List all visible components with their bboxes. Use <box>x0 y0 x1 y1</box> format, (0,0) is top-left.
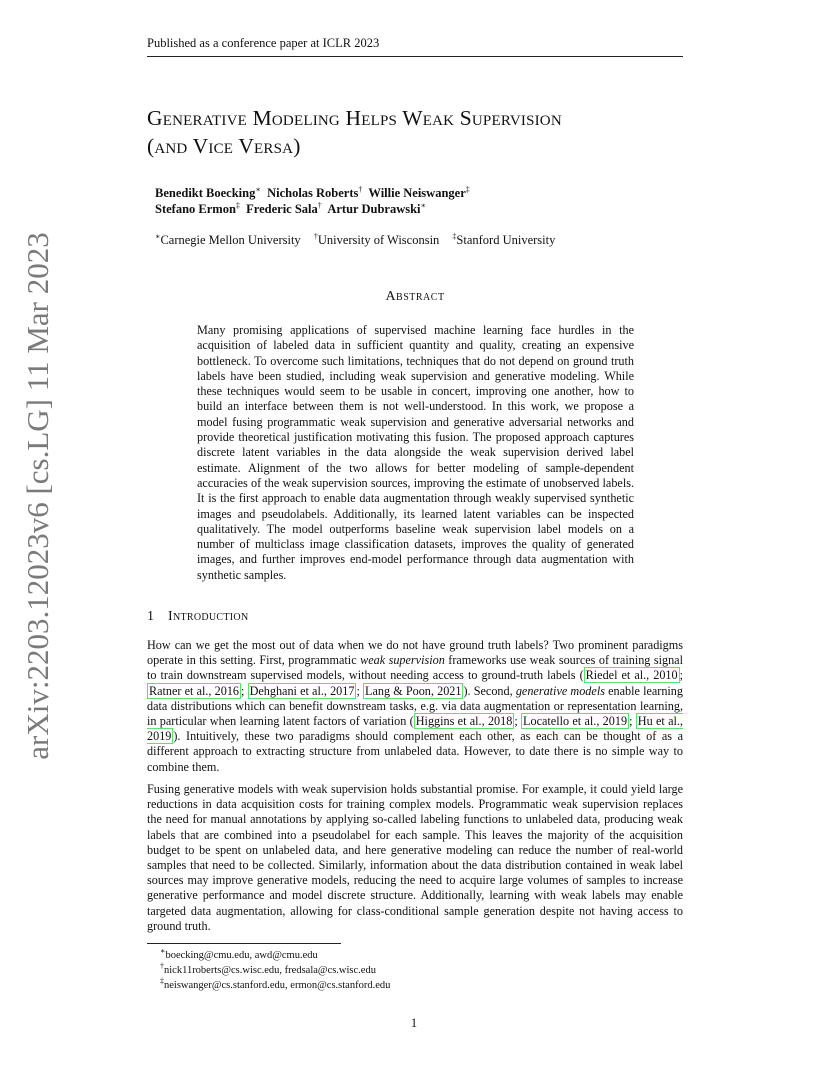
affiliation-name: University of Wisconsin <box>317 233 440 247</box>
author-name: Benedikt Boecking <box>155 186 256 200</box>
text-run: How can we get the most out of data when we do not have ground truth labels? Two prominent paradigms operate in this setting. First, programmatic <box>147 638 683 668</box>
section-title: Introduction <box>168 609 249 624</box>
citation-link[interactable]: Dehghani et al., 2017 <box>249 683 355 698</box>
author-line-2 <box>155 201 470 217</box>
page-number: 1 <box>410 1016 418 1030</box>
citation-link[interactable]: Lang & Poon, 2021 <box>365 683 462 698</box>
affiliation-name: Carnegie Mellon University <box>160 233 301 247</box>
author-mark: ∗ <box>255 184 261 194</box>
author-name: Willie Neiswanger <box>368 186 466 200</box>
text-run: ). Second, <box>463 683 516 698</box>
abstract-heading: Abstract <box>385 289 445 304</box>
title-line-2: (and Vice Versa) <box>147 134 301 158</box>
author-name: Frederic Sala <box>246 202 318 216</box>
author-mark: † <box>317 200 322 210</box>
citation-link[interactable]: Locatello et al., 2019 <box>523 714 628 729</box>
author-mark: ‡ <box>235 200 240 210</box>
affiliations <box>155 233 565 248</box>
footnotes <box>160 948 390 993</box>
paper-title <box>147 104 707 160</box>
section-number: 1 <box>147 609 154 624</box>
affiliation <box>452 233 555 247</box>
footnote-rule <box>147 943 341 944</box>
footnote-text: boecking@cmu.edu, awd@cmu.edu <box>165 950 318 961</box>
citation-link[interactable]: Higgins et al., 2018 <box>415 714 513 729</box>
text-run: ). Intuitively, these two paradigms should complement each other, as each can be thought of as a different approach to extracting structure from unlabeled data. However, to date there is no simple way to combine them. <box>147 729 683 774</box>
author-mark: † <box>358 184 363 194</box>
intro-paragraph-2: Fusing generative models with weak supervision holds substantial promise. For example, it could yield large reductions in data acquisition costs for training complex models. Programmatic weak supervision replaces the need for manual annotations by applying so-called labeling functions to unlabeled data, producing weak labels that are combined into a pseudolabel for each sample. This leaves the majority of the acquisition budget to be spent on unlabeled data, and here generative modeling can reduce the number of real-world samples that need to be collected. Similarly, information about the data distribution contained in weak label sources may improve generative models, reducing the need to acquire large volumes of samples to increase generative performance and model discrete structure. Additionally, learning with weak labels may enable targeted data augmentation, allowing for class-conditional sample generation despite not having access to ground truth. <box>147 782 683 933</box>
intro-paragraph-1: How can we get the most out of data when we do not have ground truth labels? Two prominent paradigms operate in this setting. First, programmatic weak supervision frameworks use weak sources of training signal to train downstream supervised models, without needing access to ground-truth labels ( Riedel et al., 2010 ; Ratner et al., 2016 ; Dehghani et al., 2017 ; Lang & Poon, 2021 ). Second, generative models enable learning data distributions which can benefit downstream tasks, e.g. via data augmentation or representation learning, in particular when learning latent factors of variation ( Higgins et al., 2018 ; Locatello et al., 2019 ; Hu et al., 2019 ). Intuitively, these two paradigms should complement each other, as each can be thought of as a different approach to extracting structure from unlabeled data. However, to date there is no simple way to combine them. <box>147 638 684 774</box>
author-name: Artur Dubrawski <box>327 202 421 216</box>
author-line-1 <box>155 185 470 201</box>
citation-link[interactable]: Hu et al., 2019 <box>147 714 683 744</box>
text-run: frameworks use weak sources of training signal to train downstream supervised models, without needing access to ground-truth labels ( <box>147 653 683 683</box>
footnote-mark: † <box>160 961 164 971</box>
arxiv-identifier: arXiv:2203.12023v6 [cs.LG] 11 Mar 2023 <box>20 232 55 760</box>
affiliation-mark: ∗ <box>155 231 161 241</box>
section-heading <box>147 609 248 625</box>
author-name: Stefano Ermon <box>155 202 236 216</box>
footnote-text: neiswanger@cs.stanford.edu, ermon@cs.stanford.edu <box>164 980 391 991</box>
running-header: Published as a conference paper at ICLR 2023 <box>147 36 683 57</box>
affiliation <box>314 233 439 247</box>
affiliation <box>155 233 301 247</box>
abstract-text: Many promising applications of supervised machine learning face hurdles in the acquisition of labeled data in sufficient quantity and quality, creating an expensive bottleneck. To overcome such limitations, techniques that do not depend on ground truth labels have been studied, including weak supervision and generative modeling. While these techniques would seem to be usable in concert, improving one another, how to build an interface between them is not well-understood. In this work, we propose a model fusing programmatic weak supervision and generative adversarial networks and provide theoretical justification motivating this fusion. The proposed approach captures discrete latent variables in the data alongside the weak supervision derived label estimate. Alignment of the two allows for better modeling of sample-dependent accuracies of the weak supervision sources, improving the estimate of unobserved labels. It is the first approach to enable data augmentation through weakly supervised synthetic images and pseudolabels. Additionally, its learned latent variables can be inspected qualitatively. The model outperforms baseline weak supervision label models on a number of multiclass image classification datasets, improves the quality of generated images, and further improves end-model performance through data augmentation with synthetic samples. <box>197 323 634 582</box>
footnote-mark: ‡ <box>160 976 164 986</box>
affiliation-mark: † <box>313 231 318 241</box>
author-name: Nicholas Roberts <box>267 186 359 200</box>
author-mark: ‡ <box>465 184 470 194</box>
text-run: enable learning data distributions which can benefit downstream tasks, e.g. via data augmentation or representation learning, in particular when learning latent factors of variation ( <box>147 683 683 729</box>
footnote-text: nick11roberts@cs.wisc.edu, fredsala@cs.wisc.edu <box>164 965 376 976</box>
footnote-mark: ∗ <box>160 946 166 956</box>
footnote <box>160 963 390 978</box>
author-mark: ∗ <box>420 200 426 210</box>
emphasis: weak supervision <box>360 653 445 668</box>
emphasis: generative models <box>515 683 605 698</box>
affiliation-mark: ‡ <box>452 231 457 241</box>
title-line-1: Generative Modeling Helps Weak Supervision <box>147 106 562 130</box>
footnote <box>160 978 390 993</box>
affiliation-name: Stanford University <box>456 233 556 247</box>
citation-link[interactable]: Riedel et al., 2010 <box>585 668 678 683</box>
footnote <box>160 948 390 963</box>
author-list <box>155 185 470 217</box>
citation-link[interactable]: Ratner et al., 2016 <box>149 683 240 698</box>
